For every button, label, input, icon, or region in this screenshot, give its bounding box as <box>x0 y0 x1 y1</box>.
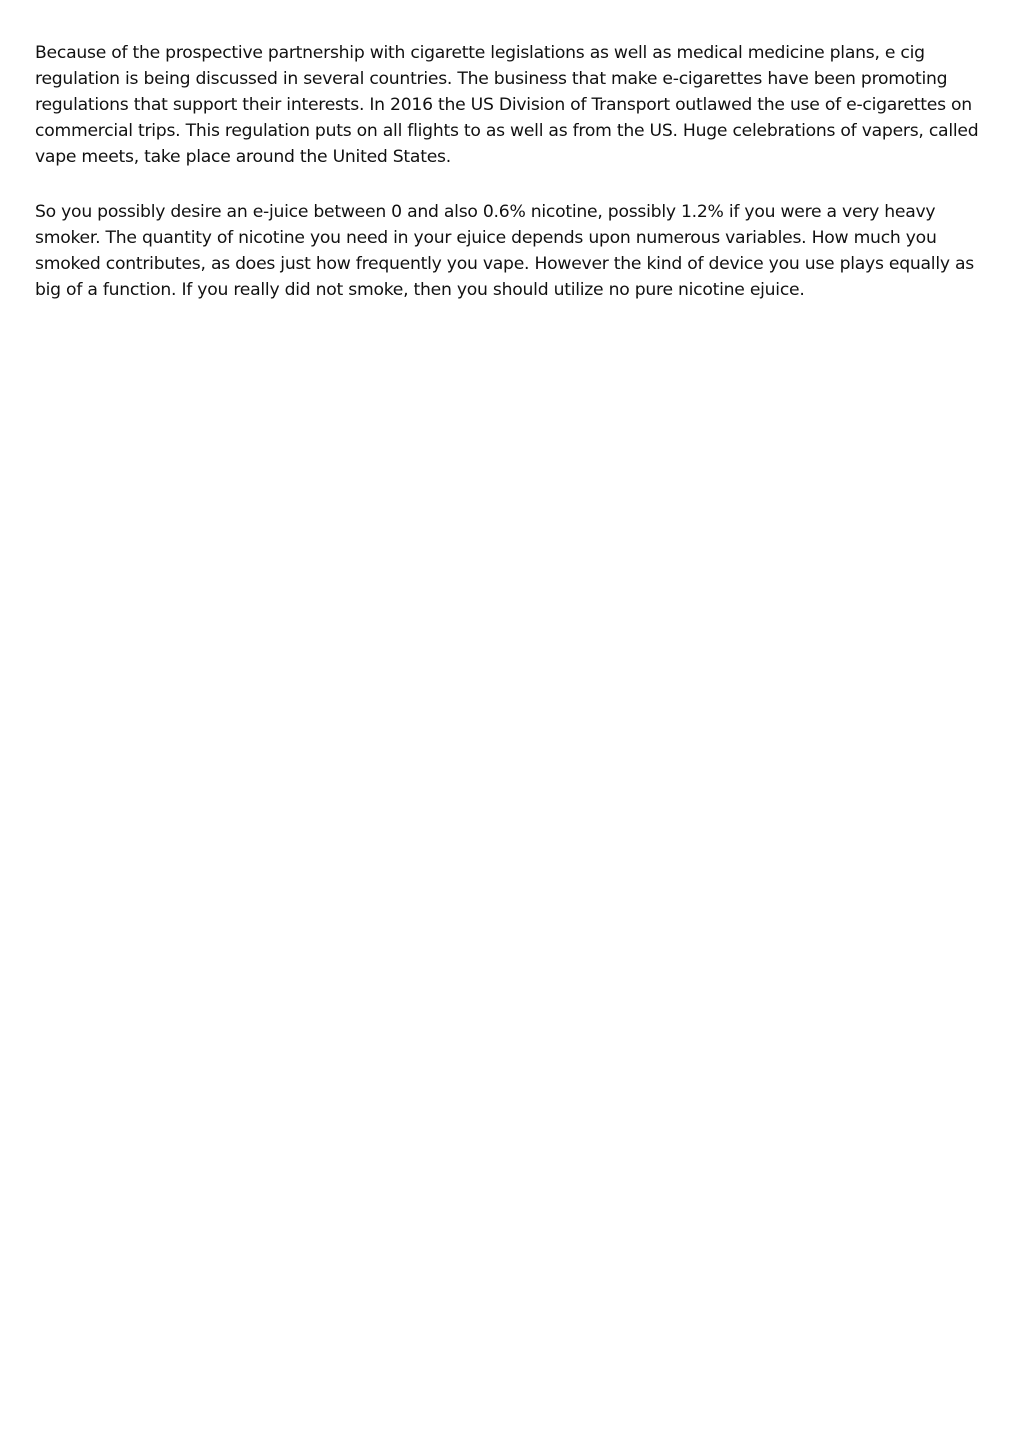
paragraph-2: So you possibly desire an e-juice between 0 and also 0.6% nicotine, possibly 1.2% if you were a very heavy smoker. The quantity of nicotine you need in your ejuice depends upon numerous variables. How much you smoked contributes, as does just how frequently you vape. However the kind of device you use plays equally as big of a function. If you really did not smoke, then you should utilize no pure nicotine ejuice. <box>35 202 974 300</box>
paragraph-1: Because of the prospective partnership with cigarette legislations as well as medical medicine plans, e cig regulation is being discussed in several countries. The business that make e-cigarettes have been promoting regulations that support their interests. In 2016 the US Division of Transport outlawed the use of e-cigarettes on commercial trips. This regulation puts on all flights to as well as from the US. Huge celebrations of vapers, called vape meets, take place around the United States. <box>35 43 979 167</box>
